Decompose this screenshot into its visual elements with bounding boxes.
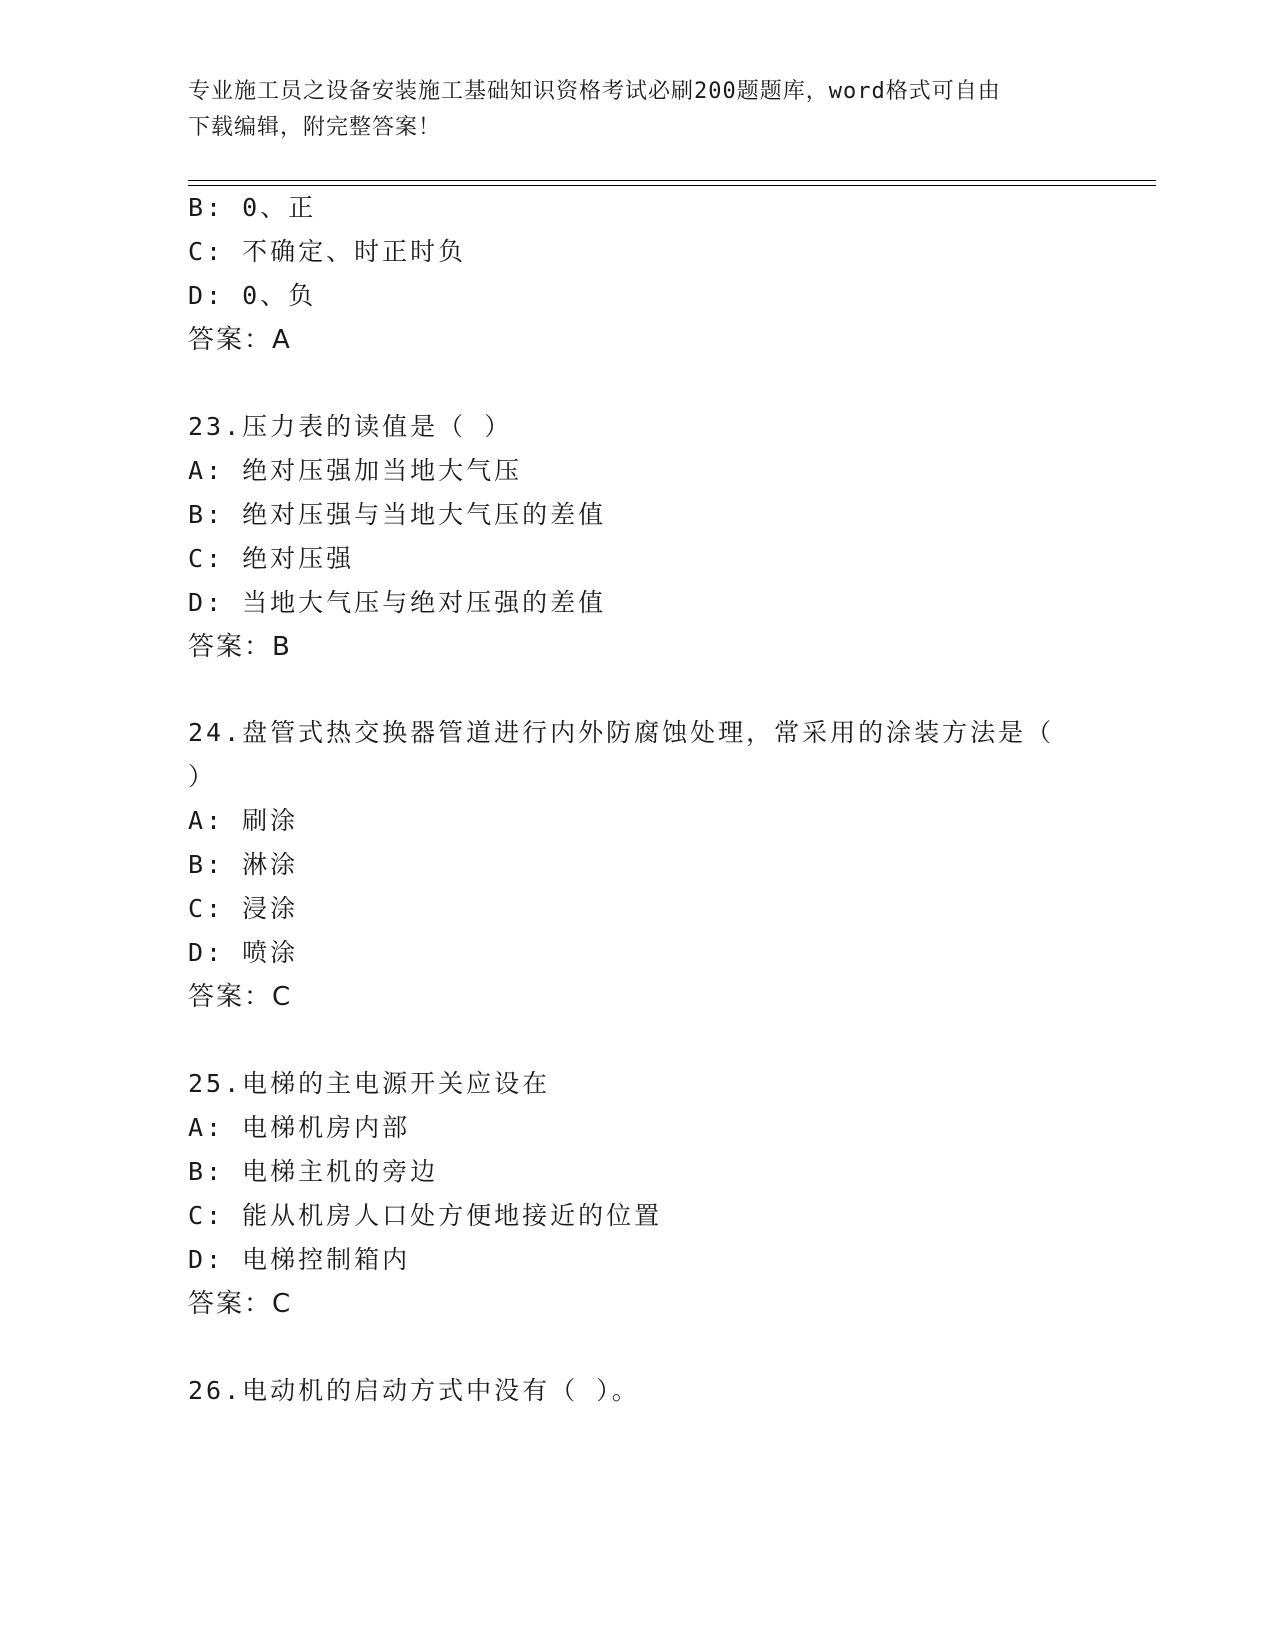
q26-stem: 26.电动机的启动方式中没有（ ）。: [188, 1376, 640, 1405]
header-divider-bottom: [188, 185, 1156, 186]
q23-option-b: B: 绝对压强与当地大气压的差值: [188, 500, 607, 529]
q24-option-d: D: 喷涂: [188, 938, 299, 967]
q23-option-c: C: 绝对压强: [188, 544, 355, 573]
q24-option-c: C: 浸涂: [188, 894, 299, 923]
q22-answer: 答案：A: [188, 325, 292, 355]
q25-option-b: B: 电梯主机的旁边: [188, 1157, 439, 1186]
header-title-line-1: 专业施工员之设备安装施工基础知识资格考试必刷200题题库，word格式可自由: [188, 79, 1001, 104]
q24-answer: 答案：C: [188, 982, 293, 1012]
q24-stem-line-2: ）: [188, 762, 217, 791]
q23-answer: 答案：B: [188, 632, 292, 662]
q22-option-b: B: 0、正: [188, 193, 317, 222]
q22-option-c: C: 不确定、时正时负: [188, 237, 467, 266]
q24-stem-line-1: 24.盘管式热交换器管道进行内外防腐蚀处理，常采用的涂装方法是（: [188, 718, 1055, 747]
q23-option-d: D: 当地大气压与绝对压强的差值: [188, 588, 607, 617]
q24-option-a: A: 刷涂: [188, 806, 299, 835]
document-header: [188, 74, 1068, 146]
q25-option-d: D: 电梯控制箱内: [188, 1245, 411, 1274]
header-divider-top: [188, 180, 1156, 181]
q25-option-a: A: 电梯机房内部: [188, 1113, 411, 1142]
q24-option-b: B: 淋涂: [188, 850, 299, 879]
q25-answer: 答案：C: [188, 1289, 293, 1319]
q23-option-a: A: 绝对压强加当地大气压: [188, 456, 523, 485]
q22-option-d: D: 0、负: [188, 281, 317, 310]
q25-option-c: C: 能从机房人口处方便地接近的位置: [188, 1201, 663, 1230]
q25-stem: 25.电梯的主电源开关应设在: [188, 1069, 551, 1098]
header-title-line-2: 下载编辑，附完整答案！: [188, 115, 442, 140]
q23-stem: 23.压力表的读值是（ ）: [188, 412, 513, 441]
